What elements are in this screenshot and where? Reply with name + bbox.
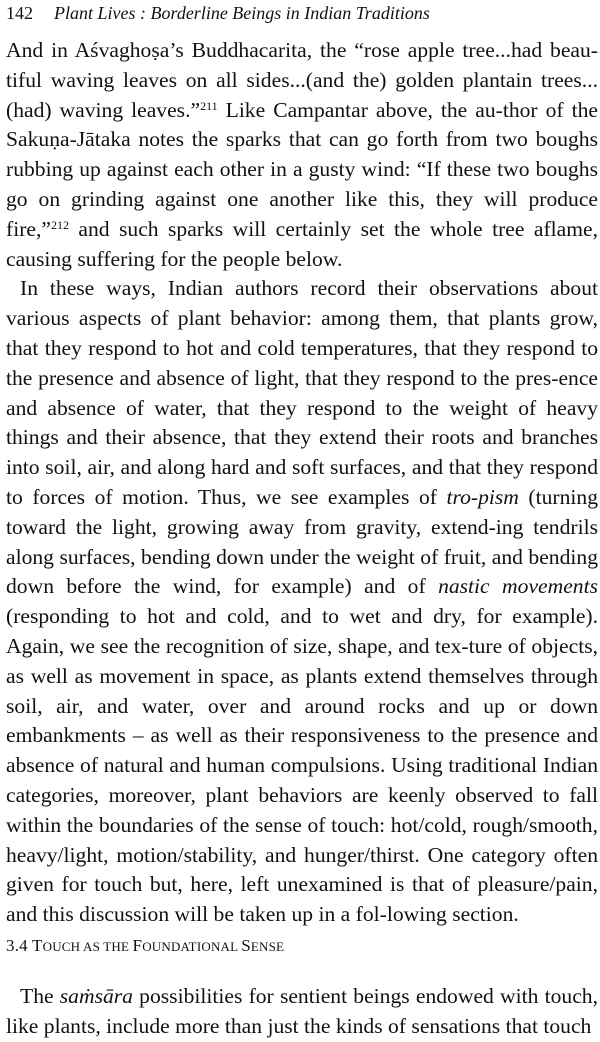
paragraph-2-text-a: In these ways, Indian authors record their observations about various aspects of plant behavior: among them, that plants grow, that they respond to hot and cold temperatures, that they respond to the presence and absence of light, that they respond to the pres-ence and absence of water, that they respond to the weight of heavy things and their absence, that they extend their roots and branches into soil, air, and along hard and soft surfaces, and that they respond to forces of motion. Thus, we see examples of [6, 276, 598, 509]
section-title-part: T [32, 936, 43, 955]
closing-text [6, 982, 598, 1042]
paragraph-1-text-a: And in Aśvaghoṣa’s Buddhacarita, the “rose apple tree...had beau-tiful waving leaves on all sides...(and the) golden plantain trees...(had) waving leaves.” [6, 38, 598, 122]
page-number: 142 [6, 3, 33, 23]
footnote-ref-211[interactable]: 211 [200, 98, 218, 113]
paragraph-3 [6, 982, 598, 1042]
paragraph-2-text-b: (turning toward the light, growing away from gravity, extend-ing tendrils along surfaces, bending down under the weight of fruit, and bending down before the wind, for example) and of [6, 484, 599, 599]
paragraph-2 [6, 274, 598, 930]
paragraph-3-text-b: possibilities for sentient beings endowed with touch, like plants, include more than just the kinds of sensations that touch [6, 984, 598, 1038]
paragraph-1-text-b: Like Campantar above, the au-thor of the Sakuṇa-Jātaka notes the sparks that can go forth from two boughs rubbing up against each other in a gusty wind: “If these two boughs go on grinding against one another like this, they will produce fire,” [6, 97, 598, 241]
paragraph-1-text-c: and such sparks will certainly set the whole tree aflame, causing suffering for the people below. [6, 216, 598, 271]
section-title-part: S [241, 936, 251, 955]
term-samsara: saṁsāra [59, 984, 133, 1008]
footnote-ref-212[interactable]: 212 [50, 217, 69, 232]
paragraph-1 [6, 36, 598, 274]
section-number: 3.4 [6, 936, 28, 955]
section-title-part: OUNDATIONAL [142, 939, 242, 954]
running-title: Plant Lives : Borderline Beings in Indian Traditions [54, 3, 430, 23]
term-nastic-movements: nastic movements [438, 574, 598, 599]
section-title-part: OUCH AS THE [42, 939, 133, 954]
paragraph-3-text-a: The [20, 984, 60, 1008]
body-text [6, 36, 598, 930]
running-head [6, 2, 596, 28]
section-title [32, 936, 284, 955]
section-heading [6, 935, 284, 958]
term-tropism: tro-pism [446, 484, 519, 509]
section-title-part: F [132, 936, 143, 955]
section-title-part: ENSE [250, 939, 285, 954]
paragraph-2-text-c: (responding to hot and cold, and to wet and dry, for example). Again, we see the recognition of size, shape, and tex-ture of objects, as well as movement in space, as plants extend themselves through soil, air, and water, over and around rocks and up or down embankments – as well as their responsiveness to the presence and absence of natural and human compulsions. Using traditional Indian categories, moreover, plant behaviors are keenly observed to fall within the boundaries of the sense of touch: hot/cold, rough/smooth, heavy/light, motion/stability, and hunger/thirst. One category often given for touch but, here, left unexamined is that of pleasure/pain, and this discussion will be taken up in a fol-lowing section. [6, 604, 598, 927]
